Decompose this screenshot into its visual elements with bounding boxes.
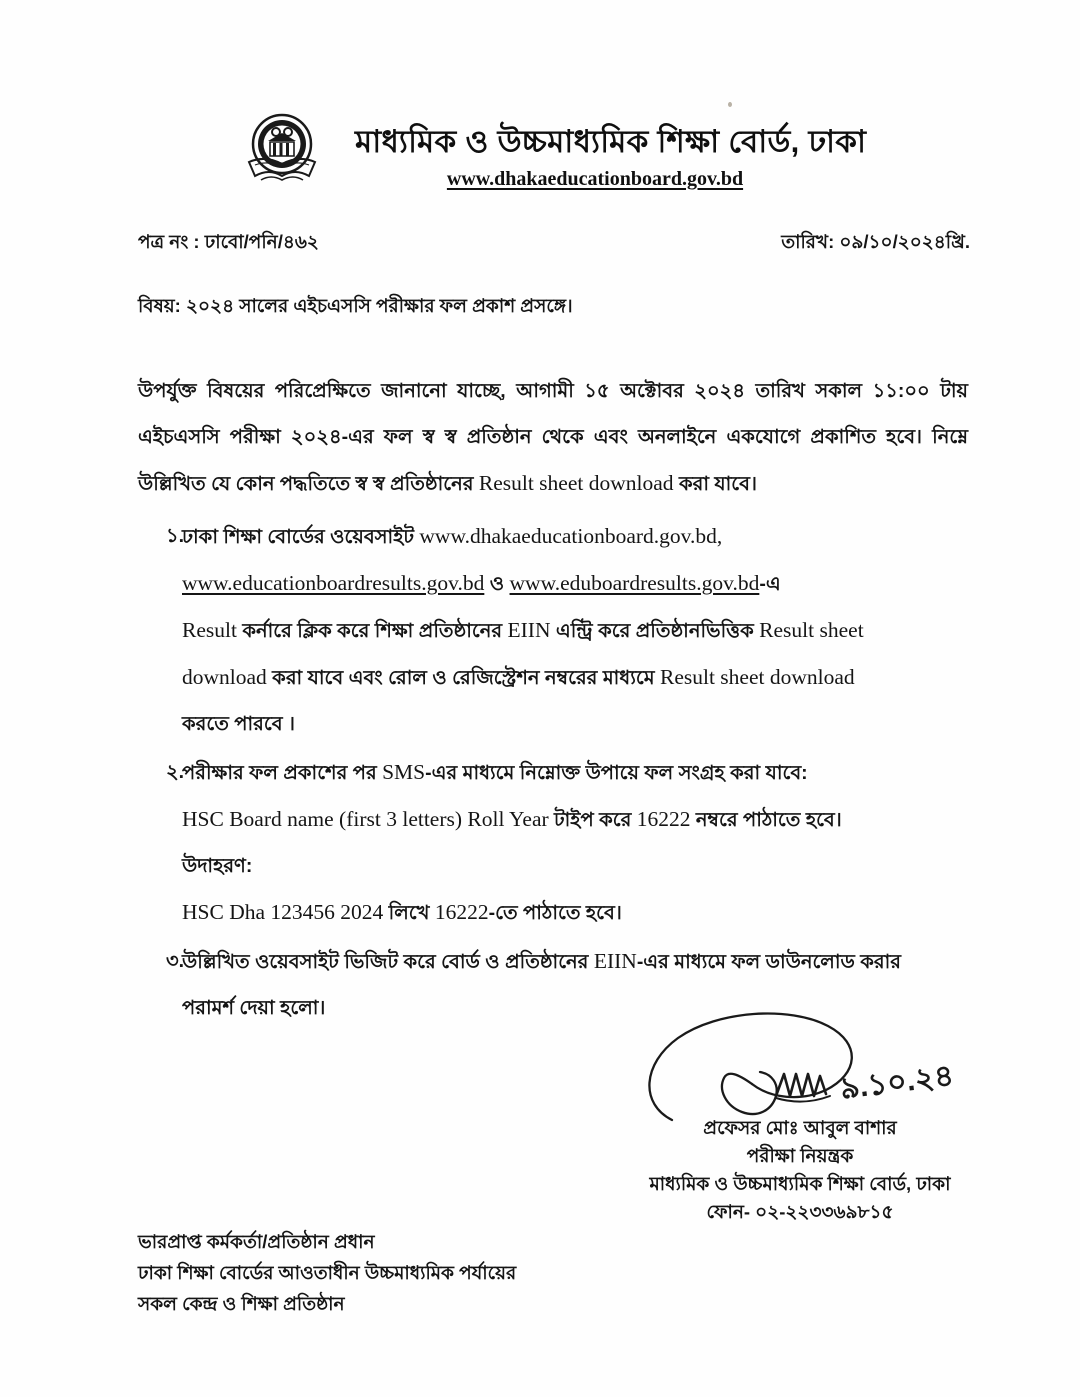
list-item-line <box>182 607 968 654</box>
list-item-line <box>182 889 968 936</box>
bangla-text: টাইপ করে <box>554 809 637 831</box>
list-item-line <box>182 938 968 985</box>
signatory-designation: পরীক্ষা নিয়ন্ত্রক <box>746 1145 854 1166</box>
bangla-text: -এর মাধ্যমে ফল ডাউনলোড করার <box>636 951 902 973</box>
addressee-block <box>138 1226 516 1319</box>
bangla-text: লিখে <box>388 902 435 924</box>
list-item <box>138 513 968 747</box>
intro-paragraph <box>138 368 968 507</box>
bangla-text: নম্বরে পাঠাতে হবে। <box>695 809 842 831</box>
list-item-number: ২. <box>166 761 185 783</box>
handwritten-date: ৯.১০.২৪ <box>838 1059 956 1106</box>
bangla-text: উল্লিখিত ওয়েবসাইট ভিজিট করে বোর্ড ও প্রতিষ্ঠানের <box>182 951 594 973</box>
english-text: 16222 <box>434 900 489 924</box>
intro-text-english: Result sheet download <box>478 471 674 495</box>
list-item-number: ৩. <box>166 950 185 972</box>
addressee-line-1: ভারপ্রাপ্ত কর্মকর্তা/প্রতিষ্ঠান প্রধান <box>138 1231 375 1252</box>
bangla-text: -এর মাধ্যমে নিম্নোক্ত উপায়ে ফল সংগ্রহ করা যাবে: <box>425 762 808 784</box>
signatory-name: প্রফেসর মোঃ আবুল বাশার <box>703 1117 897 1138</box>
signatory-office: মাধ্যমিক ও উচ্চমাধ্যমিক শিক্ষা বোর্ড, ঢাকা <box>649 1173 951 1194</box>
english-text: 16222 <box>636 807 696 831</box>
board-title: মাধ্যমিক ও উচ্চমাধ্যমিক শিক্ষা বোর্ড, ঢাকা <box>355 124 867 159</box>
list-item-line <box>182 749 968 796</box>
memo-number: পত্র নং : ঢাবো/পনি/৪৬২ <box>138 231 319 252</box>
memo-date: তারিখ: ০৯/১০/২০২৪খ্রি. <box>781 231 970 252</box>
list-item-line <box>182 843 968 889</box>
board-website-url[interactable]: www.dhakaeducationboard.gov.bd <box>446 168 744 190</box>
instruction-list <box>138 513 968 1031</box>
bangla-text: করতে পারবে । <box>182 713 295 735</box>
signatory-phone: ফোন- ০২-২২৩৩৬৯৮১৫ <box>706 1201 894 1222</box>
addressee-line-3: সকল কেন্দ্র ও শিক্ষা প্রতিষ্ঠান <box>138 1293 345 1314</box>
memo-meta-row <box>138 228 970 260</box>
intro-text-part2: করা যাবে। <box>673 473 757 495</box>
website-link[interactable]: www.educationboardresults.gov.bd <box>182 571 485 595</box>
english-text: HSC Dha 123456 2024 <box>182 900 389 924</box>
letterhead <box>0 104 1080 208</box>
signatory-block <box>540 1114 1060 1226</box>
english-text: download <box>182 665 273 689</box>
list-item-line <box>182 654 968 701</box>
bangla-text: উদাহরণ: <box>182 855 253 877</box>
english-text: Result sheet download <box>659 665 855 689</box>
list-item-line <box>182 701 968 747</box>
list-item-line <box>182 513 968 560</box>
bangla-text: ও <box>484 573 510 595</box>
scan-speck <box>728 102 732 107</box>
english-text: EIIN <box>507 618 556 642</box>
subject-line: বিষয়: ২০২৪ সালের এইচএসসি পরীক্ষার ফল প্রকাশ প্রসঙ্গে। <box>138 295 573 316</box>
bangla-text: এন্ট্রি করে প্রতিষ্ঠানভিত্তিক <box>555 620 760 642</box>
english-text: www.dhakaeducationboard.gov.bd, <box>419 524 723 548</box>
bangla-text: পরীক্ষার ফল প্রকাশের পর <box>182 762 383 784</box>
bangla-text: -তে পাঠাতে হবে। <box>488 902 622 924</box>
bangla-text: কর্নারে ক্লিক করে শিক্ষা প্রতিষ্ঠানের <box>242 620 508 642</box>
bangla-text: -এ <box>759 573 781 595</box>
board-emblem-icon <box>243 110 321 192</box>
intro-text-part1: উপর্যুক্ত বিষয়ের পরিপ্রেক্ষিতে জানানো যাচ্ছে, আগামী ১৫ অক্টোবর ২০২৪ তারিখ সকাল ১১:০০ টায় এইচএসসি পরীক্ষা ২০২৪-এর ফল স্ব স্ব প্রতিষ্ঠান থেকে এবং অনলাইনে একযোগে প্রকাশিত হবে। নিম্নে উল্লিখিত যে কোন পদ্ধতিতে স্ব স্ব প্রতিষ্ঠানের <box>138 380 968 495</box>
bangla-text: ঢাকা শিক্ষা বোর্ডের ওয়েবসাইট <box>182 526 420 548</box>
website-link[interactable]: www.eduboardresults.gov.bd <box>509 571 760 595</box>
list-item-line <box>182 796 968 843</box>
list-item-line <box>182 560 968 607</box>
english-text: HSC Board name (first 3 letters) Roll Year <box>182 807 555 831</box>
english-text: Result <box>182 618 243 642</box>
bangla-text: পরামর্শ দেয়া হলো। <box>182 997 326 1019</box>
english-text: EIIN <box>593 949 637 973</box>
list-item <box>138 749 968 936</box>
list-item-number: ১. <box>166 525 185 547</box>
addressee-line-2: ঢাকা শিক্ষা বোর্ডের আওতাধীন উচ্চমাধ্যমিক পর্যায়ের <box>138 1262 517 1283</box>
english-text: Result sheet <box>759 618 864 642</box>
english-text: SMS <box>382 760 426 784</box>
letter-body <box>138 368 968 1033</box>
bangla-text: করা যাবে এবং রোল ও রেজিস্ট্রেশন নম্বরের মাধ্যমে <box>272 667 660 689</box>
